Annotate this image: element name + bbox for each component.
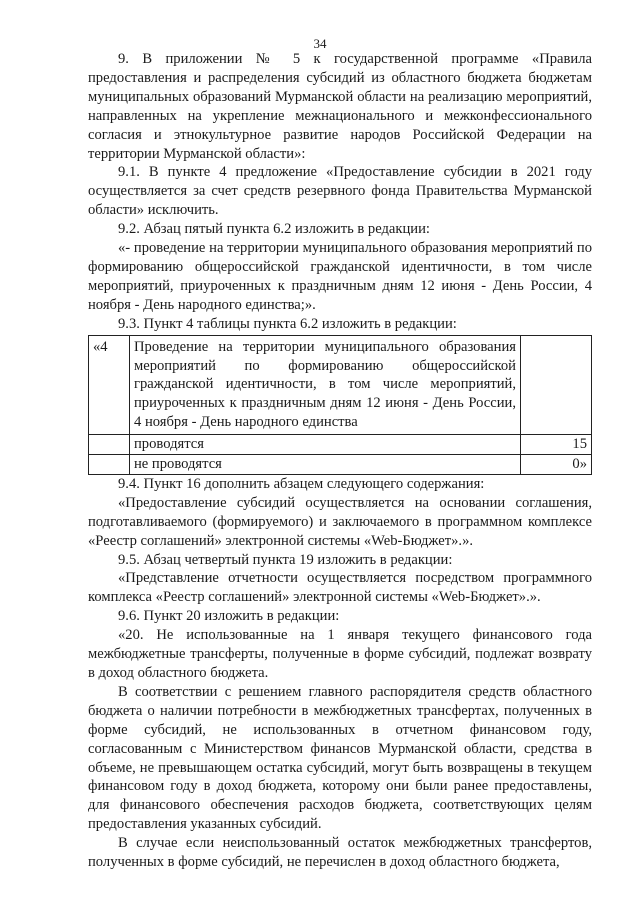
page-number: 34: [313, 36, 327, 51]
table-cell-empty: [89, 455, 130, 475]
paragraph-9-6: 9.6. Пункт 20 изложить в редакции:: [118, 608, 340, 625]
table-row-value: 15: [521, 435, 592, 455]
paragraph-unused-balance: В случае если неиспользованный остаток межбюджетных трансфертов, полученных в форме субсидий, не перечислен в доход областного бюджета,: [88, 835, 592, 871]
table-row-label: проводятся: [130, 435, 521, 455]
table-row-description: Проведение на территории муниципального образования мероприятий по формированию общероссийской гражданской идентичности, в том числе мероприятий, приуроченных к праздничным дням 12 июня - День России, 4 ноября - День народного единства: [130, 335, 521, 435]
table-row: [89, 335, 592, 435]
quoted-paragraph-19: «Представление отчетности осуществляется посредством программного комплекса «Реестр соглашений» электронной системы «Web-Бюджет».».: [88, 570, 592, 606]
table-row: [89, 435, 592, 455]
quoted-paragraph-20: «20. Не использованные на 1 января текущего финансового года межбюджетные трансферты, полученные в форме субсидий, подлежат возврату в доход областного бюджета.: [88, 627, 592, 681]
paragraph-9-2: 9.2. Абзац пятый пункта 6.2 изложить в редакции:: [118, 221, 430, 238]
table-row-value: 0»: [521, 455, 592, 475]
document-body: [88, 50, 592, 872]
table-row-number: «4: [89, 335, 130, 435]
paragraph-9-3: 9.3. Пункт 4 таблицы пункта 6.2 изложить в редакции:: [118, 315, 457, 332]
paragraph-9: 9. В приложении № 5 к государственной программе «Правила предоставления и распределения субсидий из областного бюджета бюджетам муниципальных образований Мурманской области на реализацию мероприятий, направленных на укрепление межнационального и межконфессионального согласия и этнокультурное развитие народов Российской Федерации на территории Мурманской области»:: [88, 51, 592, 162]
table-row: [89, 455, 592, 475]
table-cell-empty: [89, 435, 130, 455]
table-row-value-empty: [521, 335, 592, 435]
table-row-label: не проводятся: [130, 455, 521, 475]
paragraph-9-1: 9.1. В пункте 4 предложение «Предоставление субсидии в 2021 году осуществляется за счет средств резервного фонда Правительства Мурманской области» исключить.: [88, 164, 592, 219]
quoted-paragraph-16: «Предоставление субсидий осуществляется на основании соглашения, подготавливаемого (формируемого) и заключаемого в программном комплексе «Реестр соглашений» электронной системы «Web-Бюджет».».: [88, 494, 592, 549]
amendment-table: [88, 335, 592, 475]
quoted-paragraph-6-2: «- проведение на территории муниципального образования мероприятий по формированию общероссийской гражданской идентичности, в том числе мероприятий, приуроченных к праздничным дням 12 июня - День России, 4 ноября - День народного единства;».: [88, 240, 592, 313]
paragraph-9-4: 9.4. Пункт 16 дополнить абзацем следующего содержания:: [118, 475, 485, 492]
paragraph-9-5: 9.5. Абзац четвертый пункта 19 изложить в редакции:: [118, 551, 453, 568]
paragraph-decision: В соответствии с решением главного распорядителя средств областного бюджета о наличии потребности в межбюджетных трансфертах, полученных в форме субсидий, не использованных в отчетном финансовом году, согласованным с Министерством финансов Мурманской области, средства в объеме, не превышающем остатка субсидий, могут быть возвращены в текущем финансовом году в доход бюджета, которому они были ранее предоставлены, для финансового обеспечения расходов бюджета, соответствующих целям предоставления указанных субсидий.: [88, 683, 592, 833]
